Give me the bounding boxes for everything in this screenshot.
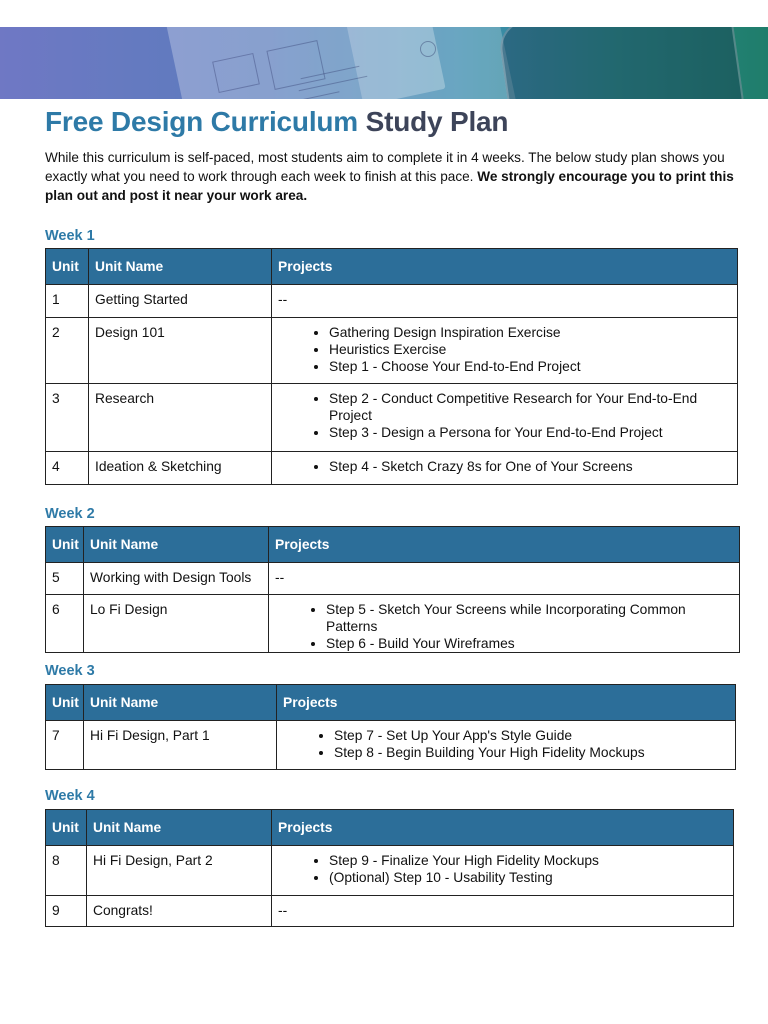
projects-cell	[272, 318, 738, 384]
table-row	[46, 595, 740, 653]
projects-cell	[272, 384, 738, 452]
table-header-row	[46, 685, 736, 721]
unit-number: 3	[46, 384, 89, 452]
unit-name: Ideation & Sketching	[89, 452, 272, 485]
table-row	[46, 452, 738, 485]
projects-none: --	[278, 903, 288, 918]
project-item: • Step 8 - Begin Building Your High Fidelity Mockups	[334, 744, 729, 761]
column-header-unit: Unit	[46, 810, 87, 846]
project-list	[283, 727, 729, 761]
unit-number: 9	[46, 896, 87, 927]
table-row	[46, 896, 734, 927]
project-item: • Step 2 - Conduct Competitive Research for Your End-to-End Project	[329, 390, 731, 424]
project-list	[278, 852, 727, 886]
week-table	[45, 526, 740, 653]
column-header-unit: Unit	[46, 685, 84, 721]
page-title	[45, 106, 508, 138]
unit-name: Congrats!	[87, 896, 272, 927]
unit-name: Research	[89, 384, 272, 452]
unit-name: Design 101	[89, 318, 272, 384]
unit-number: 8	[46, 846, 87, 896]
unit-number: 7	[46, 721, 84, 770]
week-table	[45, 684, 736, 770]
unit-name: Working with Design Tools	[84, 563, 269, 595]
table-row	[46, 846, 734, 896]
project-item: • Gathering Design Inspiration Exercise	[329, 324, 731, 341]
project-item: • Heuristics Exercise	[329, 341, 731, 358]
header-banner-image	[0, 27, 768, 99]
phone-image	[497, 27, 747, 99]
unit-name: Getting Started	[89, 285, 272, 318]
projects-cell	[272, 452, 738, 485]
project-list	[278, 324, 731, 375]
unit-name: Hi Fi Design, Part 2	[87, 846, 272, 896]
column-header-unit-name: Unit Name	[87, 810, 272, 846]
unit-name: Hi Fi Design, Part 1	[84, 721, 277, 770]
projects-none: --	[275, 570, 285, 585]
unit-number: 6	[46, 595, 84, 653]
title-accent: Free Design Curriculum	[45, 106, 359, 137]
project-item: • (Optional) Step 10 - Usability Testing	[329, 869, 727, 886]
sketch-circle	[420, 41, 436, 57]
table-row	[46, 285, 738, 318]
project-item: • Step 7 - Set Up Your App's Style Guide	[334, 727, 729, 744]
column-header-projects: Projects	[277, 685, 736, 721]
week-label: Week 3	[45, 663, 95, 679]
projects-cell	[272, 896, 734, 927]
column-header-projects: Projects	[272, 249, 738, 285]
projects-cell	[272, 285, 738, 318]
intro-paragraph	[45, 148, 735, 205]
table-row	[46, 563, 740, 595]
column-header-projects: Projects	[272, 810, 734, 846]
table-row	[46, 318, 738, 384]
week-table	[45, 248, 738, 485]
unit-number: 5	[46, 563, 84, 595]
table-row	[46, 721, 736, 770]
intro-emphasis: We strongly encourage you to print this plan out and post it near your work area.	[45, 169, 734, 203]
intro-text: While this curriculum is self-paced, most students aim to complete it in 4 weeks. The below study plan shows you exactly what you need to work through each week to finish at this pace.	[45, 150, 725, 184]
unit-name: Lo Fi Design	[84, 595, 269, 653]
week-label: Week 4	[45, 788, 95, 804]
column-header-unit-name: Unit Name	[84, 685, 277, 721]
table-header-row	[46, 527, 740, 563]
table-header-row	[46, 249, 738, 285]
week-label: Week 2	[45, 506, 95, 522]
project-item: • Step 5 - Sketch Your Screens while Incorporating Common Patterns	[326, 601, 733, 635]
projects-none: --	[278, 292, 288, 307]
project-item: • Step 3 - Design a Persona for Your End-to-End Project	[329, 424, 731, 441]
title-rest: Study Plan	[365, 106, 509, 137]
week-label: Week 1	[45, 228, 95, 244]
projects-cell	[277, 721, 736, 770]
project-list	[278, 458, 731, 475]
column-header-unit: Unit	[46, 527, 84, 563]
project-item: • Step 6 - Build Your Wireframes	[326, 635, 733, 652]
column-header-unit-name: Unit Name	[89, 249, 272, 285]
sketch-paper-2	[344, 27, 516, 99]
project-item: • Step 9 - Finalize Your High Fidelity Mockups	[329, 852, 727, 869]
column-header-unit: Unit	[46, 249, 89, 285]
unit-number: 2	[46, 318, 89, 384]
projects-cell	[269, 563, 740, 595]
unit-number: 1	[46, 285, 89, 318]
table-row	[46, 384, 738, 452]
project-list	[275, 601, 733, 652]
project-item: • Step 4 - Sketch Crazy 8s for One of Your Screens	[329, 458, 731, 475]
column-header-unit-name: Unit Name	[84, 527, 269, 563]
column-header-projects: Projects	[269, 527, 740, 563]
project-list	[278, 390, 731, 441]
project-item: • Step 1 - Choose Your End-to-End Project	[329, 358, 731, 375]
projects-cell	[272, 846, 734, 896]
week-table	[45, 809, 734, 927]
projects-cell	[269, 595, 740, 653]
table-header-row	[46, 810, 734, 846]
unit-number: 4	[46, 452, 89, 485]
